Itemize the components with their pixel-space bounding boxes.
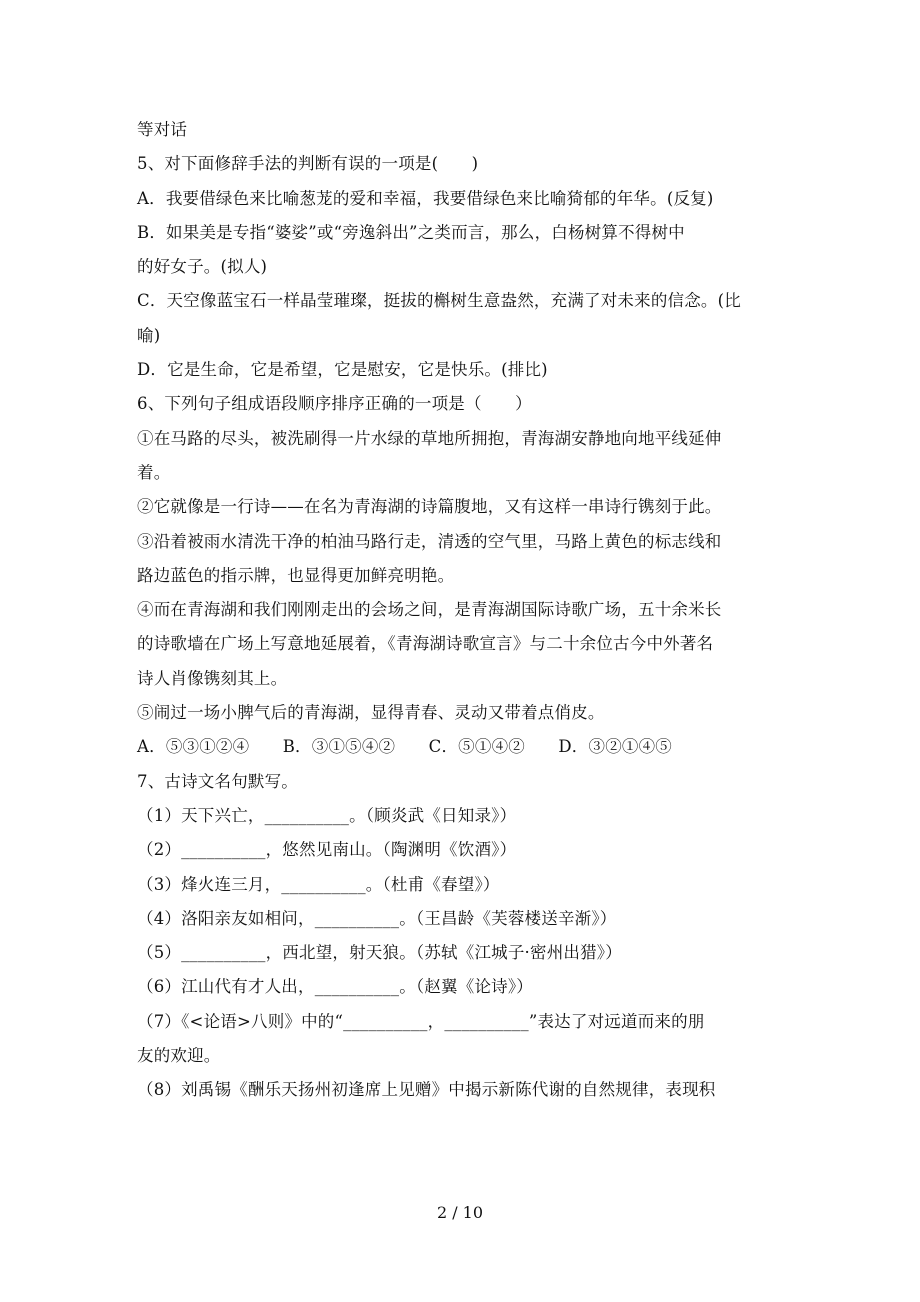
sentence-2: ②它就像是一行诗——在名为青海湖的诗篇腹地，又有这样一串诗行镌刻于此。 (137, 497, 722, 517)
page-content (137, 113, 787, 1108)
question-5-option-c-cont: 喻) (137, 325, 161, 345)
question-5-option-b-cont: 的好女子。(拟人) (137, 257, 268, 277)
poem-item-6: （6）江山代有才人出，__________。（赵翼《论诗》） (137, 977, 533, 997)
text-line: 等对话 (137, 120, 188, 139)
sentence-1-cont: 着。 (137, 462, 171, 482)
question-5-option-b: B．如果美是专指“婆娑”或“旁逸斜出”之类而言，那么，白杨树算不得树中 (137, 222, 685, 242)
page-number: 2 / 10 (436, 1203, 484, 1222)
question-7-title: 7、古诗文名句默写。 (137, 771, 298, 791)
poem-item-7: （7）《<论语>八则》中的“__________，__________”表达了对远道而来的朋 (137, 1011, 705, 1031)
question-5-option-a: A．我要借绿色来比喻葱茏的爱和幸福，我要借绿色来比喻猗郁的年华。(反复) (137, 188, 714, 208)
question-5-title: 5、对下面修辞手法的判断有误的一项是( ) (137, 154, 479, 174)
question-5-option-c: C．天空像蓝宝石一样晶莹璀璨，挺拔的槲树生意盎然，充满了对未来的信念。(比 (137, 291, 741, 311)
sentence-5: ⑤闹过一场小脾气后的青海湖，显得青春、灵动又带着点俏皮。 (137, 703, 605, 723)
poem-item-1: （1）天下兴亡，__________。（顾炎武《日知录》） (137, 805, 517, 825)
sentence-3-cont: 路边蓝色的指示牌，也显得更加鲜亮明艳。 (137, 565, 455, 585)
sentence-3: ③沿着被雨水清洗干净的柏油马路行走，清透的空气里，马路上黄色的标志线和 (137, 531, 722, 551)
question-6-options: A．⑤③①②④ B．③①⑤④② C．⑤①④② D．③②①④⑤ (137, 737, 672, 757)
poem-item-5: （5）__________，西北望，射天狼。（苏轼《江城子·密州出猎》） (137, 943, 622, 963)
poem-item-8: （8）刘禹锡《酬乐天扬州初逢席上见赠》中揭示新陈代谢的自然规律，表现积 (137, 1080, 716, 1100)
question-5-option-d: D．它是生命，它是希望，它是慰安，它是快乐。(排比) (137, 360, 548, 380)
poem-item-2: （2）__________，悠然见南山。（陶渊明《饮酒》） (137, 840, 517, 860)
poem-item-7-cont: 友的欢迎。 (137, 1046, 221, 1066)
poem-item-3: （3）烽火连三月，__________。（杜甫《春望》） (137, 874, 500, 894)
sentence-1: ①在马路的尽头，被洗刷得一片水绿的草地所拥抱，青海湖安静地向地平线延伸 (137, 428, 722, 448)
sentence-4-cont2: 诗人肖像镌刻其上。 (137, 668, 288, 688)
question-6-title: 6、下列句子组成语段顺序排序正确的一项是（ ） (137, 394, 532, 414)
poem-item-4: （4）洛阳亲友如相问，__________。（王昌龄《芙蓉楼送辛渐》） (137, 908, 617, 928)
sentence-4: ④而在青海湖和我们刚刚走出的会场之间，是青海湖国际诗歌广场，五十余米长 (137, 600, 722, 620)
sentence-4-cont: 的诗歌墙在广场上写意地延展着，《青海湖诗歌宣言》与二十余位古今中外著名 (137, 634, 714, 654)
